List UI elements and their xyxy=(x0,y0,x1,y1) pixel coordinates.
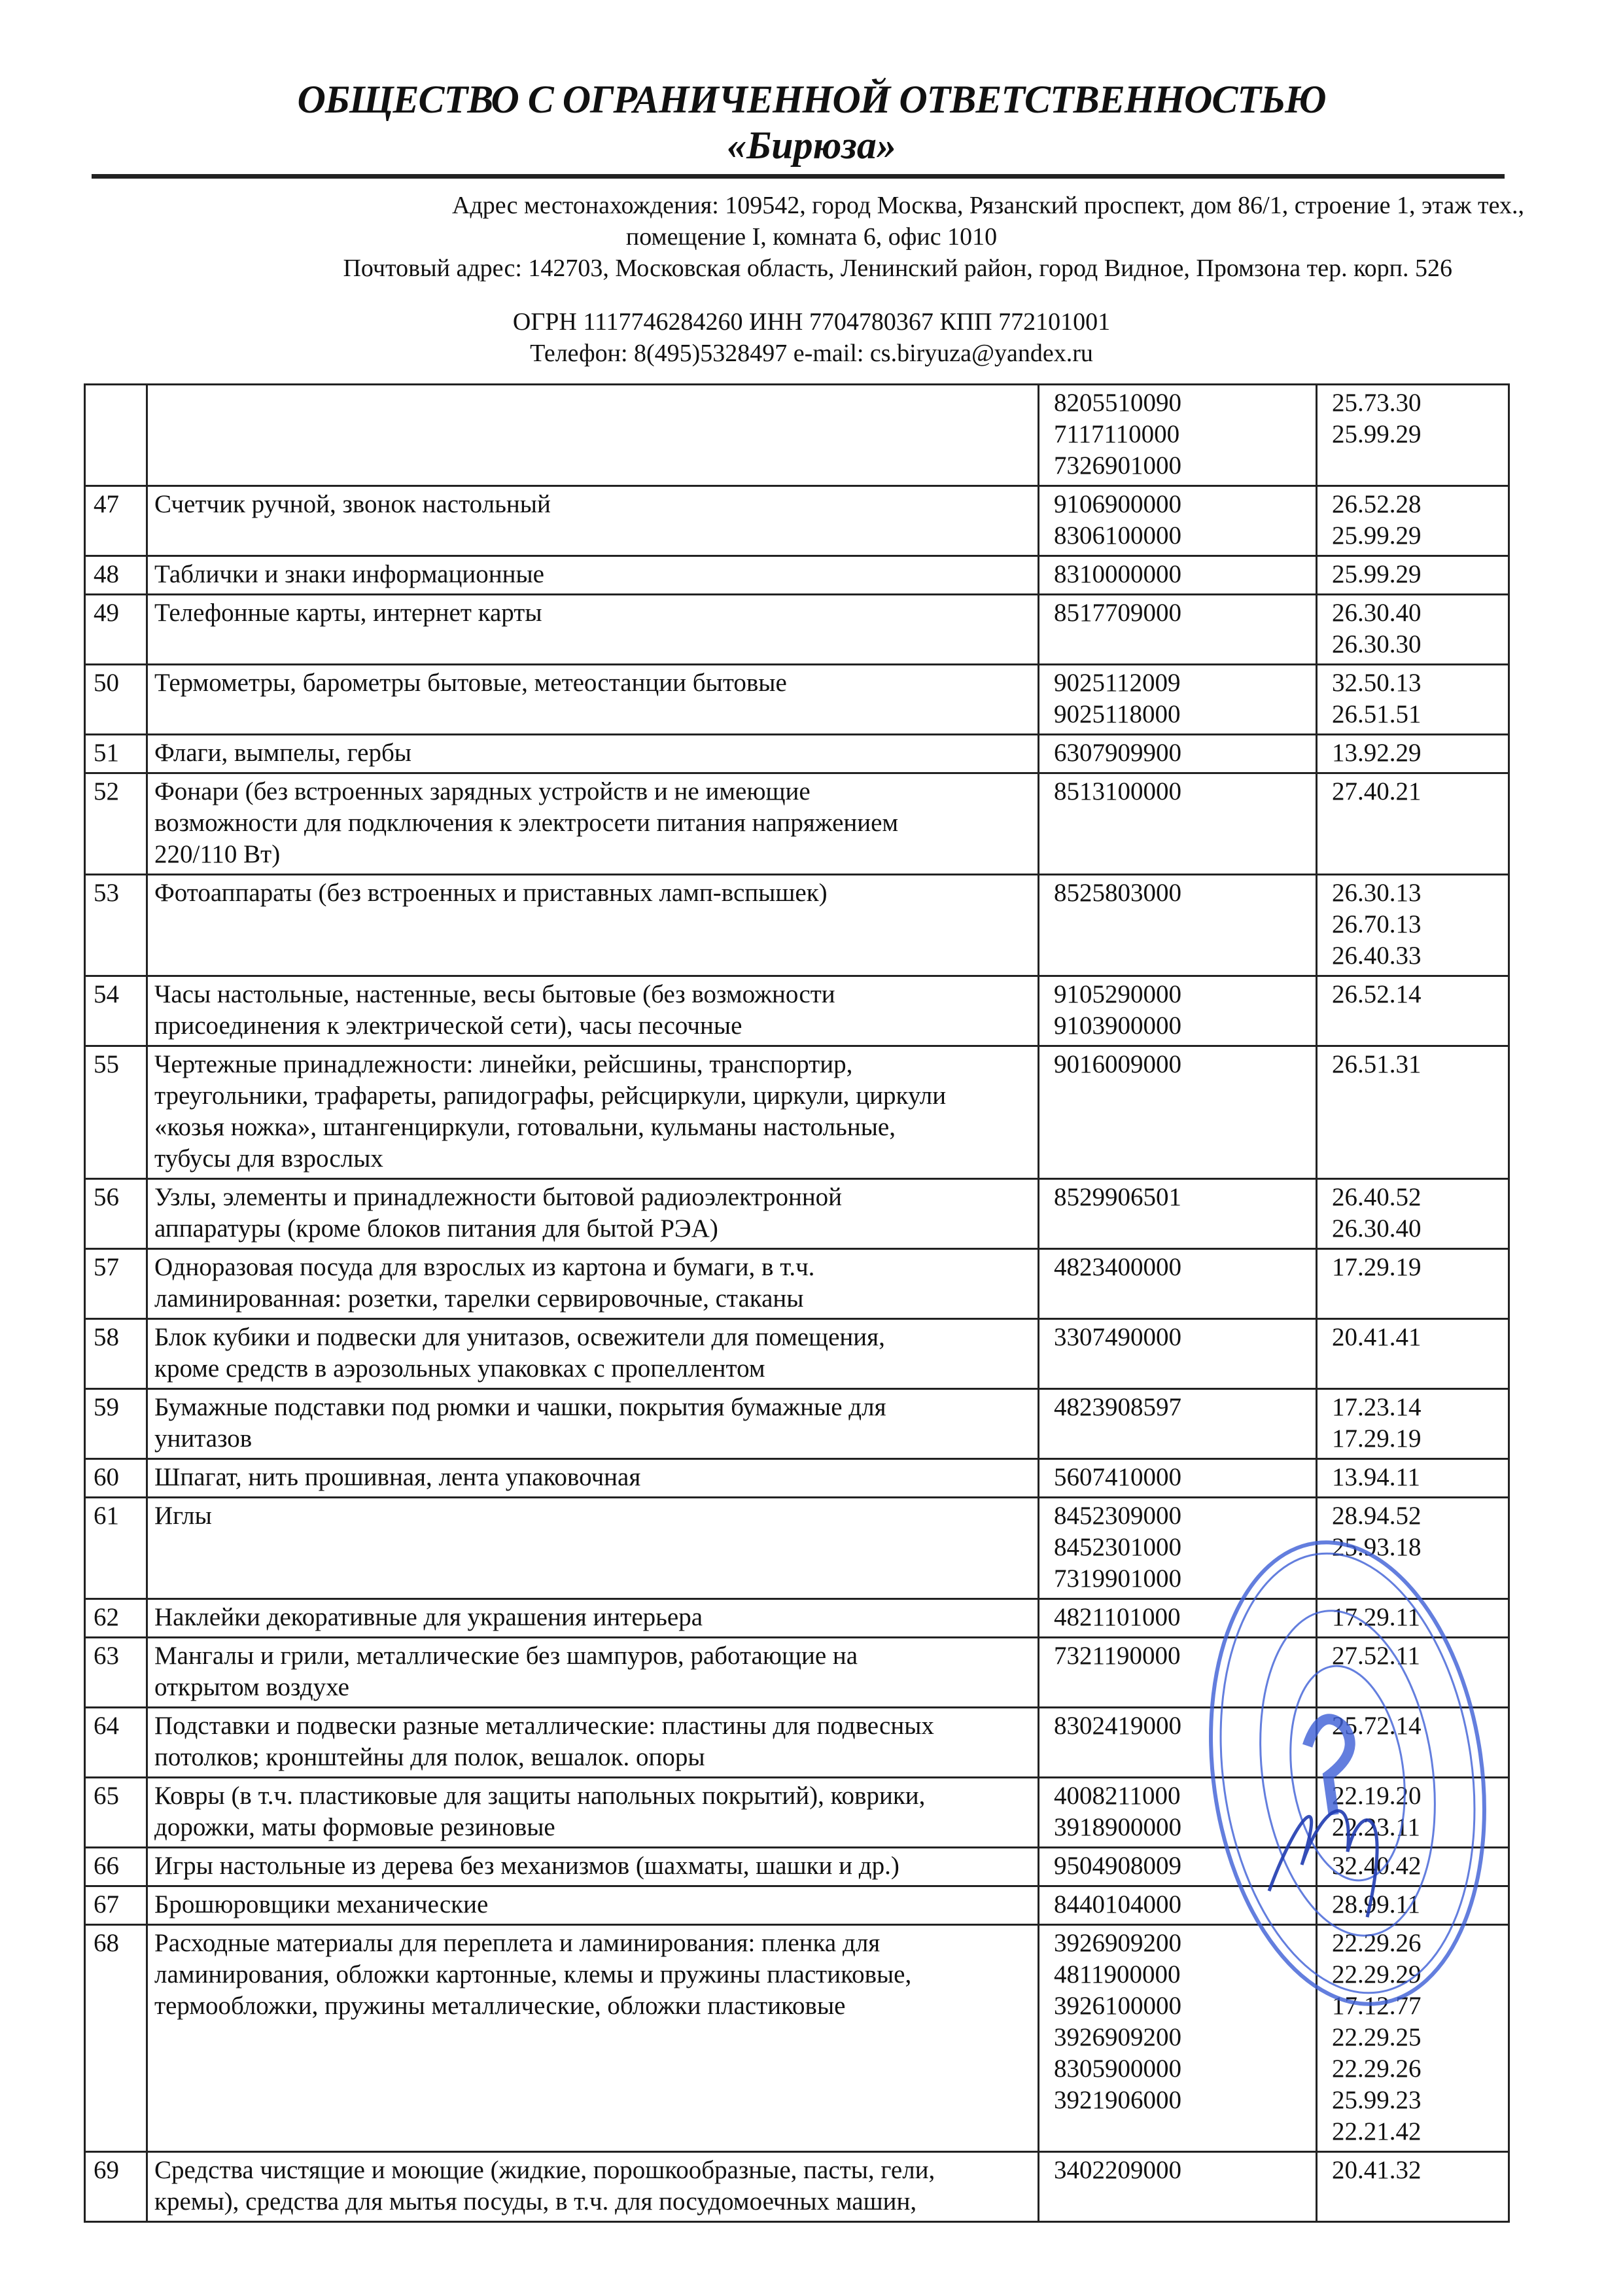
okpd-codes xyxy=(1317,1046,1509,1179)
okpd-line: 26.30.40 xyxy=(1332,599,1422,627)
tnved-codes xyxy=(1039,1848,1317,1886)
okpd-codes xyxy=(1317,1925,1509,2152)
okpd-codes xyxy=(1317,1638,1509,1708)
codes-line: 9016009000 xyxy=(1054,1050,1181,1078)
codes-line: 3921906000 xyxy=(1054,2086,1181,2114)
row-number: 60 xyxy=(85,1459,147,1498)
tnved-codes xyxy=(1039,1249,1317,1319)
okpd-line: 13.92.29 xyxy=(1332,739,1422,767)
codes-line: 8310000000 xyxy=(1054,560,1181,588)
row-number: 69 xyxy=(85,2152,147,2222)
legal-address-line1: Адрес местонахождения: 109542, город Москва, Рязанский проспект, дом 86/1, строение 1, этаж тех., xyxy=(452,192,1524,219)
codes-line: 8452309000 xyxy=(1054,1502,1181,1530)
codes-line: 4823908597 xyxy=(1054,1393,1181,1421)
okpd-line: 26.30.40 xyxy=(1332,1214,1422,1243)
codes-line: 3926100000 xyxy=(1054,1992,1181,2020)
okpd-line: 17.29.19 xyxy=(1332,1424,1422,1453)
tnved-codes xyxy=(1039,1389,1317,1459)
desc-line: «козья ножка», штангенциркули, готовальни, кульманы настольные, xyxy=(154,1113,896,1141)
codes-line: 8440104000 xyxy=(1054,1890,1181,1918)
desc-line: кремы), средства для мытья посуды, в т.ч. для посудомоечных машин, xyxy=(154,2187,917,2216)
codes-line: 9025118000 xyxy=(1054,700,1181,728)
product-description xyxy=(147,1599,1039,1638)
desc-line: Одноразовая посуда для взрослых из картона и бумаги, в т.ч. xyxy=(154,1253,815,1281)
tnved-codes xyxy=(1039,1599,1317,1638)
table-row xyxy=(85,773,1509,875)
codes-line: 7326901000 xyxy=(1054,451,1181,480)
okpd-codes xyxy=(1317,1599,1509,1638)
okpd-line: 25.73.30 xyxy=(1332,389,1422,417)
desc-line: Таблички и знаки информационные xyxy=(154,560,544,588)
tnved-codes xyxy=(1039,1708,1317,1778)
table-row xyxy=(85,1778,1509,1848)
product-description xyxy=(147,595,1039,665)
table-row xyxy=(85,976,1509,1046)
table-row xyxy=(85,875,1509,976)
tnved-codes xyxy=(1039,1459,1317,1498)
codes-line: 4008211000 xyxy=(1054,1782,1181,1810)
table-row xyxy=(85,2152,1509,2222)
tnved-codes xyxy=(1039,1925,1317,2152)
row-number: 48 xyxy=(85,556,147,595)
codes-line: 8529906501 xyxy=(1054,1183,1181,1211)
product-description xyxy=(147,2152,1039,2222)
okpd-line: 25.72.14 xyxy=(1332,1712,1422,1740)
okpd-line: 25.99.29 xyxy=(1332,420,1422,448)
table-row xyxy=(85,665,1509,735)
table-row xyxy=(85,1599,1509,1638)
desc-line: Мангалы и грили, металлические без шампуров, работающие на xyxy=(154,1642,858,1670)
row-number xyxy=(85,385,147,486)
okpd-codes xyxy=(1317,735,1509,773)
table-row xyxy=(85,1498,1509,1599)
row-number: 55 xyxy=(85,1046,147,1179)
tnved-codes xyxy=(1039,1046,1317,1179)
okpd-line: 26.51.51 xyxy=(1332,700,1422,728)
tnved-codes xyxy=(1039,595,1317,665)
okpd-line: 17.29.19 xyxy=(1332,1253,1422,1281)
product-description xyxy=(147,1778,1039,1848)
tnved-codes xyxy=(1039,976,1317,1046)
table-row xyxy=(85,1925,1509,2152)
row-number: 66 xyxy=(85,1848,147,1886)
product-description xyxy=(147,735,1039,773)
desc-line: потолков; кронштейны для полок, вешалок. опоры xyxy=(154,1743,705,1771)
okpd-line: 26.40.33 xyxy=(1332,942,1422,970)
table-row xyxy=(85,1708,1509,1778)
product-description xyxy=(147,1249,1039,1319)
product-description xyxy=(147,773,1039,875)
desc-line: Блок кубики и подвески для унитазов, освежители для помещения, xyxy=(154,1323,885,1351)
okpd-codes xyxy=(1317,2152,1509,2222)
desc-line: Средства чистящие и моющие (жидкие, порошкообразные, пасты, гели, xyxy=(154,2156,935,2184)
table-row xyxy=(85,1389,1509,1459)
okpd-line: 17.23.14 xyxy=(1332,1393,1422,1421)
desc-line: унитазов xyxy=(154,1424,253,1453)
okpd-codes xyxy=(1317,1886,1509,1925)
row-number: 53 xyxy=(85,875,147,976)
okpd-line: 20.41.41 xyxy=(1332,1323,1422,1351)
registry-numbers: ОГРН 1117746284260 ИНН 7704780367 КПП 772101001 xyxy=(512,308,1111,336)
desc-line: Термометры, барометры бытовые, метеостанции бытовые xyxy=(154,669,787,697)
desc-line: Игры настольные из дерева без механизмов (шахматы, шашки и др.) xyxy=(154,1852,899,1880)
row-number: 58 xyxy=(85,1319,147,1389)
product-description xyxy=(147,385,1039,486)
product-description xyxy=(147,1848,1039,1886)
row-number: 65 xyxy=(85,1778,147,1848)
okpd-line: 20.41.32 xyxy=(1332,2156,1422,2184)
table-row xyxy=(85,1886,1509,1925)
codes-line: 9103900000 xyxy=(1054,1012,1181,1040)
table-row xyxy=(85,1459,1509,1498)
okpd-line: 32.40.42 xyxy=(1332,1852,1422,1880)
row-number: 67 xyxy=(85,1886,147,1925)
tnved-codes xyxy=(1039,1778,1317,1848)
okpd-codes xyxy=(1317,1459,1509,1498)
row-number: 64 xyxy=(85,1708,147,1778)
desc-line: Фонари (без встроенных зарядных устройств и не имеющие xyxy=(154,777,811,805)
table-row xyxy=(85,1319,1509,1389)
okpd-codes xyxy=(1317,665,1509,735)
tnved-codes xyxy=(1039,556,1317,595)
desc-line: ламинированная: розетки, тарелки сервировочные, стаканы xyxy=(154,1284,804,1313)
tnved-codes xyxy=(1039,735,1317,773)
table-row xyxy=(85,1638,1509,1708)
tnved-codes xyxy=(1039,1179,1317,1249)
okpd-codes xyxy=(1317,1179,1509,1249)
okpd-codes xyxy=(1317,1389,1509,1459)
codes-line: 7117110000 xyxy=(1054,420,1180,448)
row-number: 56 xyxy=(85,1179,147,1249)
product-description xyxy=(147,1389,1039,1459)
tnved-codes xyxy=(1039,385,1317,486)
header-divider xyxy=(92,174,1505,179)
product-description xyxy=(147,665,1039,735)
table-row xyxy=(85,1848,1509,1886)
product-description xyxy=(147,1319,1039,1389)
row-number: 47 xyxy=(85,486,147,556)
table-row xyxy=(85,735,1509,773)
okpd-line: 28.99.11 xyxy=(1332,1890,1421,1918)
okpd-line: 25.99.29 xyxy=(1332,521,1422,550)
table-row xyxy=(85,486,1509,556)
product-description xyxy=(147,1708,1039,1778)
desc-line: открытом воздухе xyxy=(154,1673,349,1701)
okpd-line: 26.52.28 xyxy=(1332,490,1422,518)
product-description xyxy=(147,486,1039,556)
tnved-codes xyxy=(1039,1498,1317,1599)
desc-line: дорожки, маты формовые резиновые xyxy=(154,1813,555,1841)
desc-line: Подставки и подвески разные металлические: пластины для подвесных xyxy=(154,1712,934,1740)
okpd-codes xyxy=(1317,556,1509,595)
codes-line: 5607410000 xyxy=(1054,1463,1181,1491)
codes-line: 8513100000 xyxy=(1054,777,1181,805)
postal-address: Почтовый адрес: 142703, Московская область, Ленинский район, город Видное, Промзона тер. корп. 526 xyxy=(343,255,1452,282)
okpd-codes xyxy=(1317,1498,1509,1599)
okpd-line: 17.29.11 xyxy=(1332,1603,1421,1631)
okpd-line: 22.29.26 xyxy=(1332,1929,1422,1957)
codes-line: 9504908009 xyxy=(1054,1852,1181,1880)
codes-line: 8525803000 xyxy=(1054,879,1181,907)
table-row xyxy=(85,385,1509,486)
okpd-codes xyxy=(1317,875,1509,976)
desc-line: Иглы xyxy=(154,1502,212,1530)
product-description xyxy=(147,1459,1039,1498)
codes-line: 3307490000 xyxy=(1054,1323,1181,1351)
codes-line: 4821101000 xyxy=(1054,1603,1181,1631)
codes-line: 4823400000 xyxy=(1054,1253,1181,1281)
desc-line: аппаратуры (кроме блоков питания для бытой РЭА) xyxy=(154,1214,718,1243)
okpd-line: 25.93.18 xyxy=(1332,1533,1422,1561)
okpd-codes xyxy=(1317,1319,1509,1389)
okpd-line: 22.21.42 xyxy=(1332,2117,1422,2146)
table-row xyxy=(85,1046,1509,1179)
desc-line: треугольники, трафареты, рапидографы, рейсциркули, циркули, циркули xyxy=(154,1082,947,1110)
desc-line: присоединения к электрической сети), часы песочные xyxy=(154,1012,742,1040)
tnved-codes xyxy=(1039,1319,1317,1389)
desc-line: термообложки, пружины металлические, обложки пластиковые xyxy=(154,1992,846,2020)
codes-line: 7319901000 xyxy=(1054,1564,1181,1593)
product-description xyxy=(147,875,1039,976)
product-description xyxy=(147,1886,1039,1925)
codes-line: 6307909900 xyxy=(1054,739,1181,767)
desc-line: ламинирования, обложки картонные, клемы и пружины пластиковые, xyxy=(154,1960,912,1988)
codes-line: 8452301000 xyxy=(1054,1533,1181,1561)
contacts: Телефон: 8(495)5328497 e-mail: cs.biryuza@yandex.ru xyxy=(530,340,1093,367)
table-row xyxy=(85,1179,1509,1249)
tnved-codes xyxy=(1039,875,1317,976)
row-number: 54 xyxy=(85,976,147,1046)
tnved-codes xyxy=(1039,486,1317,556)
okpd-line: 22.23.11 xyxy=(1332,1813,1421,1841)
okpd-line: 22.19.20 xyxy=(1332,1782,1422,1810)
desc-line: Чертежные принадлежности: линейки, рейсшины, транспортир, xyxy=(154,1050,853,1078)
okpd-line: 25.99.23 xyxy=(1332,2086,1422,2114)
okpd-line: 26.30.30 xyxy=(1332,630,1422,658)
company-name: «Бирюза» xyxy=(727,124,896,167)
codes-line: 3926909200 xyxy=(1054,2023,1181,2051)
desc-line: Часы настольные, настенные, весы бытовые (без возможности xyxy=(154,980,835,1008)
okpd-codes xyxy=(1317,385,1509,486)
okpd-codes xyxy=(1317,1708,1509,1778)
okpd-codes xyxy=(1317,1778,1509,1848)
okpd-codes xyxy=(1317,773,1509,875)
codes-line: 9106900000 xyxy=(1054,490,1181,518)
desc-line: Узлы, элементы и принадлежности бытовой радиоэлектронной xyxy=(154,1183,843,1211)
tnved-codes xyxy=(1039,665,1317,735)
desc-line: Бумажные подставки под рюмки и чашки, покрытия бумажные для xyxy=(154,1393,886,1421)
okpd-line: 28.94.52 xyxy=(1332,1502,1422,1530)
product-description xyxy=(147,1179,1039,1249)
tnved-codes xyxy=(1039,1886,1317,1925)
desc-line: Брошюровщики механические xyxy=(154,1890,489,1918)
okpd-codes xyxy=(1317,486,1509,556)
desc-line: Шпагат, нить прошивная, лента упаковочная xyxy=(154,1463,641,1491)
okpd-line: 26.70.13 xyxy=(1332,910,1422,938)
desc-line: Наклейки декоративные для украшения интерьера xyxy=(154,1603,703,1631)
okpd-codes xyxy=(1317,1249,1509,1319)
table-row xyxy=(85,595,1509,665)
okpd-line: 26.51.31 xyxy=(1332,1050,1422,1078)
row-number: 51 xyxy=(85,735,147,773)
product-description xyxy=(147,1638,1039,1708)
desc-line: кроме средств в аэрозольных упаковках с пропеллентом xyxy=(154,1354,765,1383)
row-number: 68 xyxy=(85,1925,147,2152)
okpd-codes xyxy=(1317,976,1509,1046)
table-row xyxy=(85,556,1509,595)
okpd-line: 27.40.21 xyxy=(1332,777,1422,805)
codes-line: 7321190000 xyxy=(1054,1642,1181,1670)
codes-line: 8302419000 xyxy=(1054,1712,1181,1740)
row-number: 50 xyxy=(85,665,147,735)
desc-line: Счетчик ручной, звонок настольный xyxy=(154,490,551,518)
codes-line: 8305900000 xyxy=(1054,2055,1181,2083)
row-number: 59 xyxy=(85,1389,147,1459)
okpd-line: 13.94.11 xyxy=(1332,1463,1421,1491)
desc-line: 220/110 Вт) xyxy=(154,840,281,868)
codes-line: 9105290000 xyxy=(1054,980,1181,1008)
okpd-line: 26.30.13 xyxy=(1332,879,1422,907)
okpd-line: 26.52.14 xyxy=(1332,980,1422,1008)
codes-line: 3926909200 xyxy=(1054,1929,1181,1957)
tnved-codes xyxy=(1039,773,1317,875)
row-number: 63 xyxy=(85,1638,147,1708)
okpd-line: 32.50.13 xyxy=(1332,669,1422,697)
okpd-line: 22.29.26 xyxy=(1332,2055,1422,2083)
okpd-codes xyxy=(1317,1848,1509,1886)
product-description xyxy=(147,556,1039,595)
product-table xyxy=(84,383,1510,2223)
table-row xyxy=(85,1249,1509,1319)
okpd-line: 22.29.25 xyxy=(1332,2023,1422,2051)
desc-line: Расходные материалы для переплета и ламинирования: пленка для xyxy=(154,1929,881,1957)
company-title: ОБЩЕСТВО С ОГРАНИЧЕННОЙ ОТВЕТСТВЕННОСТЬЮ xyxy=(297,78,1326,121)
legal-address-line2: помещение I, комната 6, офис 1010 xyxy=(625,223,998,251)
desc-line: возможности для подключения к электросети питания напряжением xyxy=(154,809,899,837)
codes-line: 8517709000 xyxy=(1054,599,1181,627)
product-description xyxy=(147,976,1039,1046)
okpd-line: 17.12.77 xyxy=(1332,1992,1422,2020)
desc-line: тубусы для взрослых xyxy=(154,1144,383,1173)
row-number: 62 xyxy=(85,1599,147,1638)
codes-line: 9025112009 xyxy=(1054,669,1181,697)
okpd-line: 27.52.11 xyxy=(1332,1642,1421,1670)
okpd-line: 25.99.29 xyxy=(1332,560,1422,588)
codes-line: 3402209000 xyxy=(1054,2156,1181,2184)
row-number: 49 xyxy=(85,595,147,665)
desc-line: Телефонные карты, интернет карты xyxy=(154,599,542,627)
codes-line: 3918900000 xyxy=(1054,1813,1181,1841)
codes-line: 8306100000 xyxy=(1054,521,1181,550)
okpd-line: 22.29.29 xyxy=(1332,1960,1422,1988)
product-description xyxy=(147,1046,1039,1179)
desc-line: Флаги, вымпелы, гербы xyxy=(154,739,411,767)
okpd-codes xyxy=(1317,595,1509,665)
desc-line: Ковры (в т.ч. пластиковые для защиты напольных покрытий), коврики, xyxy=(154,1782,926,1810)
tnved-codes xyxy=(1039,2152,1317,2222)
codes-line: 8205510090 xyxy=(1054,389,1181,417)
row-number: 52 xyxy=(85,773,147,875)
row-number: 61 xyxy=(85,1498,147,1599)
desc-line: Фотоаппараты (без встроенных и приставных ламп-вспышек) xyxy=(154,879,828,907)
product-description xyxy=(147,1925,1039,2152)
tnved-codes xyxy=(1039,1638,1317,1708)
row-number: 57 xyxy=(85,1249,147,1319)
codes-line: 4811900000 xyxy=(1054,1960,1181,1988)
product-description xyxy=(147,1498,1039,1599)
okpd-line: 26.40.52 xyxy=(1332,1183,1422,1211)
